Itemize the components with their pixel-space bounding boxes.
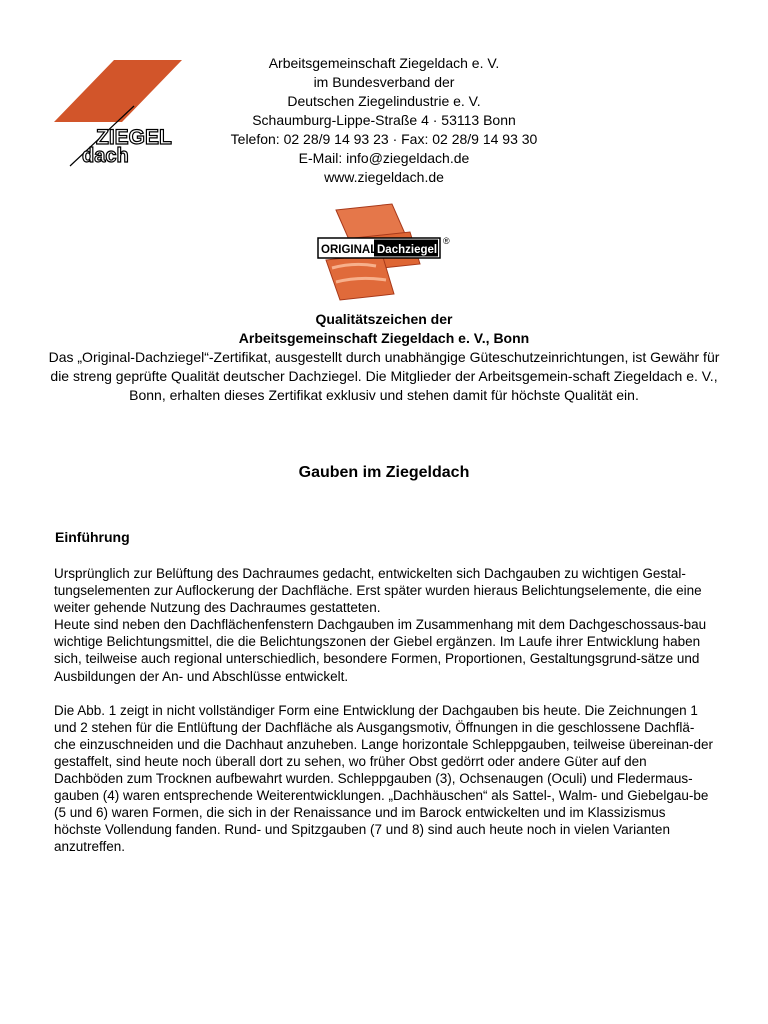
body-text — [54, 565, 714, 856]
paragraph-1: Ursprünglich zur Belüftung des Dachraumes gedacht, entwickelten sich Dachgauben zu wichtigen Gestal-tungselementen zur Auflockerung der Dachfläche. Erst später wurden hieraus Belichtungselemente, die eine weiter gehende Nutzung des Dachraumes gestatteten. — [54, 566, 702, 616]
address-block — [200, 54, 568, 187]
org-name: Arbeitsgemeinschaft Ziegeldach e. V. — [268, 55, 500, 71]
badge-original: ORIGINAL — [321, 244, 378, 256]
org-phone: Telefon: 02 28/9 14 93 23 · Fax: 02 28/9 14 93 30 — [230, 131, 538, 147]
org-website: www.ziegeldach.de — [324, 169, 444, 185]
badge-registered: ® — [443, 236, 450, 246]
org-line-2: im Bundesverband der — [313, 74, 455, 90]
org-email: E-Mail: info@ziegeldach.de — [298, 150, 470, 166]
quality-title-1: Qualitätszeichen der — [315, 311, 453, 327]
badge-dachziegel: Dachziegel — [377, 244, 438, 256]
paragraph-2: Heute sind neben den Dachflächenfenstern Dachgauben im Zusammenhang mit dem Dachgeschossaus-bau wichtige Belichtungsmittel, die die Belichtungszonen der Giebel ergänzen. Im Laufe ihrer Entwicklung haben sich, teilweise auch regional unterschiedlich, besondere Formen, Proportionen, Gestaltungsgrund-sätze und Ausbildungen der An- und Abschlüsse entwickelt. — [54, 617, 707, 684]
org-address: Schaumburg-Lippe-Straße 4 · 53113 Bonn — [252, 112, 516, 128]
org-line-3: Deutschen Ziegelindustrie e. V. — [287, 93, 481, 109]
roof-tile-image-icon — [314, 202, 454, 302]
quality-section — [40, 310, 728, 405]
logo-text-top: ZIEGEL — [96, 126, 172, 149]
logo-text-bottom: dach — [82, 145, 129, 167]
quality-text: Das „Original-Dachziegel“-Zertifikat, ausgestellt durch unabhängige Güteschutzeinrichtungen, ist Gewähr für die streng geprüfte Qualität deutscher Dachziegel. Die Mitglieder der Arbeitsgemein-schaft Ziegeldach e. V., Bonn, erhalten dieses Zertifikat exklusiv und stehen damit für höchste Qualität ein. — [48, 349, 720, 403]
quality-title-2: Arbeitsgemeinschaft Ziegeldach e. V., Bonn — [238, 330, 530, 346]
ziegeldach-logo-icon — [52, 58, 186, 168]
section-title: Einführung — [55, 529, 130, 545]
paragraph-3: Die Abb. 1 zeigt in nicht vollständiger Form eine Entwicklung der Dachgauben bis heute. Die Zeichnungen 1 und 2 stehen für die Entlüftung der Dachfläche als Ausgangsmotiv, Öffnungen in die geschlossene Dachflä-che einzuschneiden und die Dachhaut anzuheben. Lange horizontale Schleppgauben, teilweise übereinan-der gestaffelt, sind heute noch überall dort zu sehen, wo früher Obst gedörrt oder andere Güter auf den Dachböden zum Trocknen aufbewahrt wurden. Schleppgauben (3), Ochsenaugen (Oculi) und Fledermaus-gauben (4) waren entsprechende Weiterentwicklungen. „Dachhäuschen“ als Sattel-, Walm- und Giebelgau-be (5 und 6) waren Formen, die sich in der Renaissance und im Barock entwickelten und im Klassizismus höchste Vollendung fanden. Rund- und Spitzgauben (7 und 8) sind auch heute noch in vielen Varianten anzutreffen. — [54, 702, 713, 855]
page-title: Gauben im Ziegeldach — [298, 464, 470, 481]
